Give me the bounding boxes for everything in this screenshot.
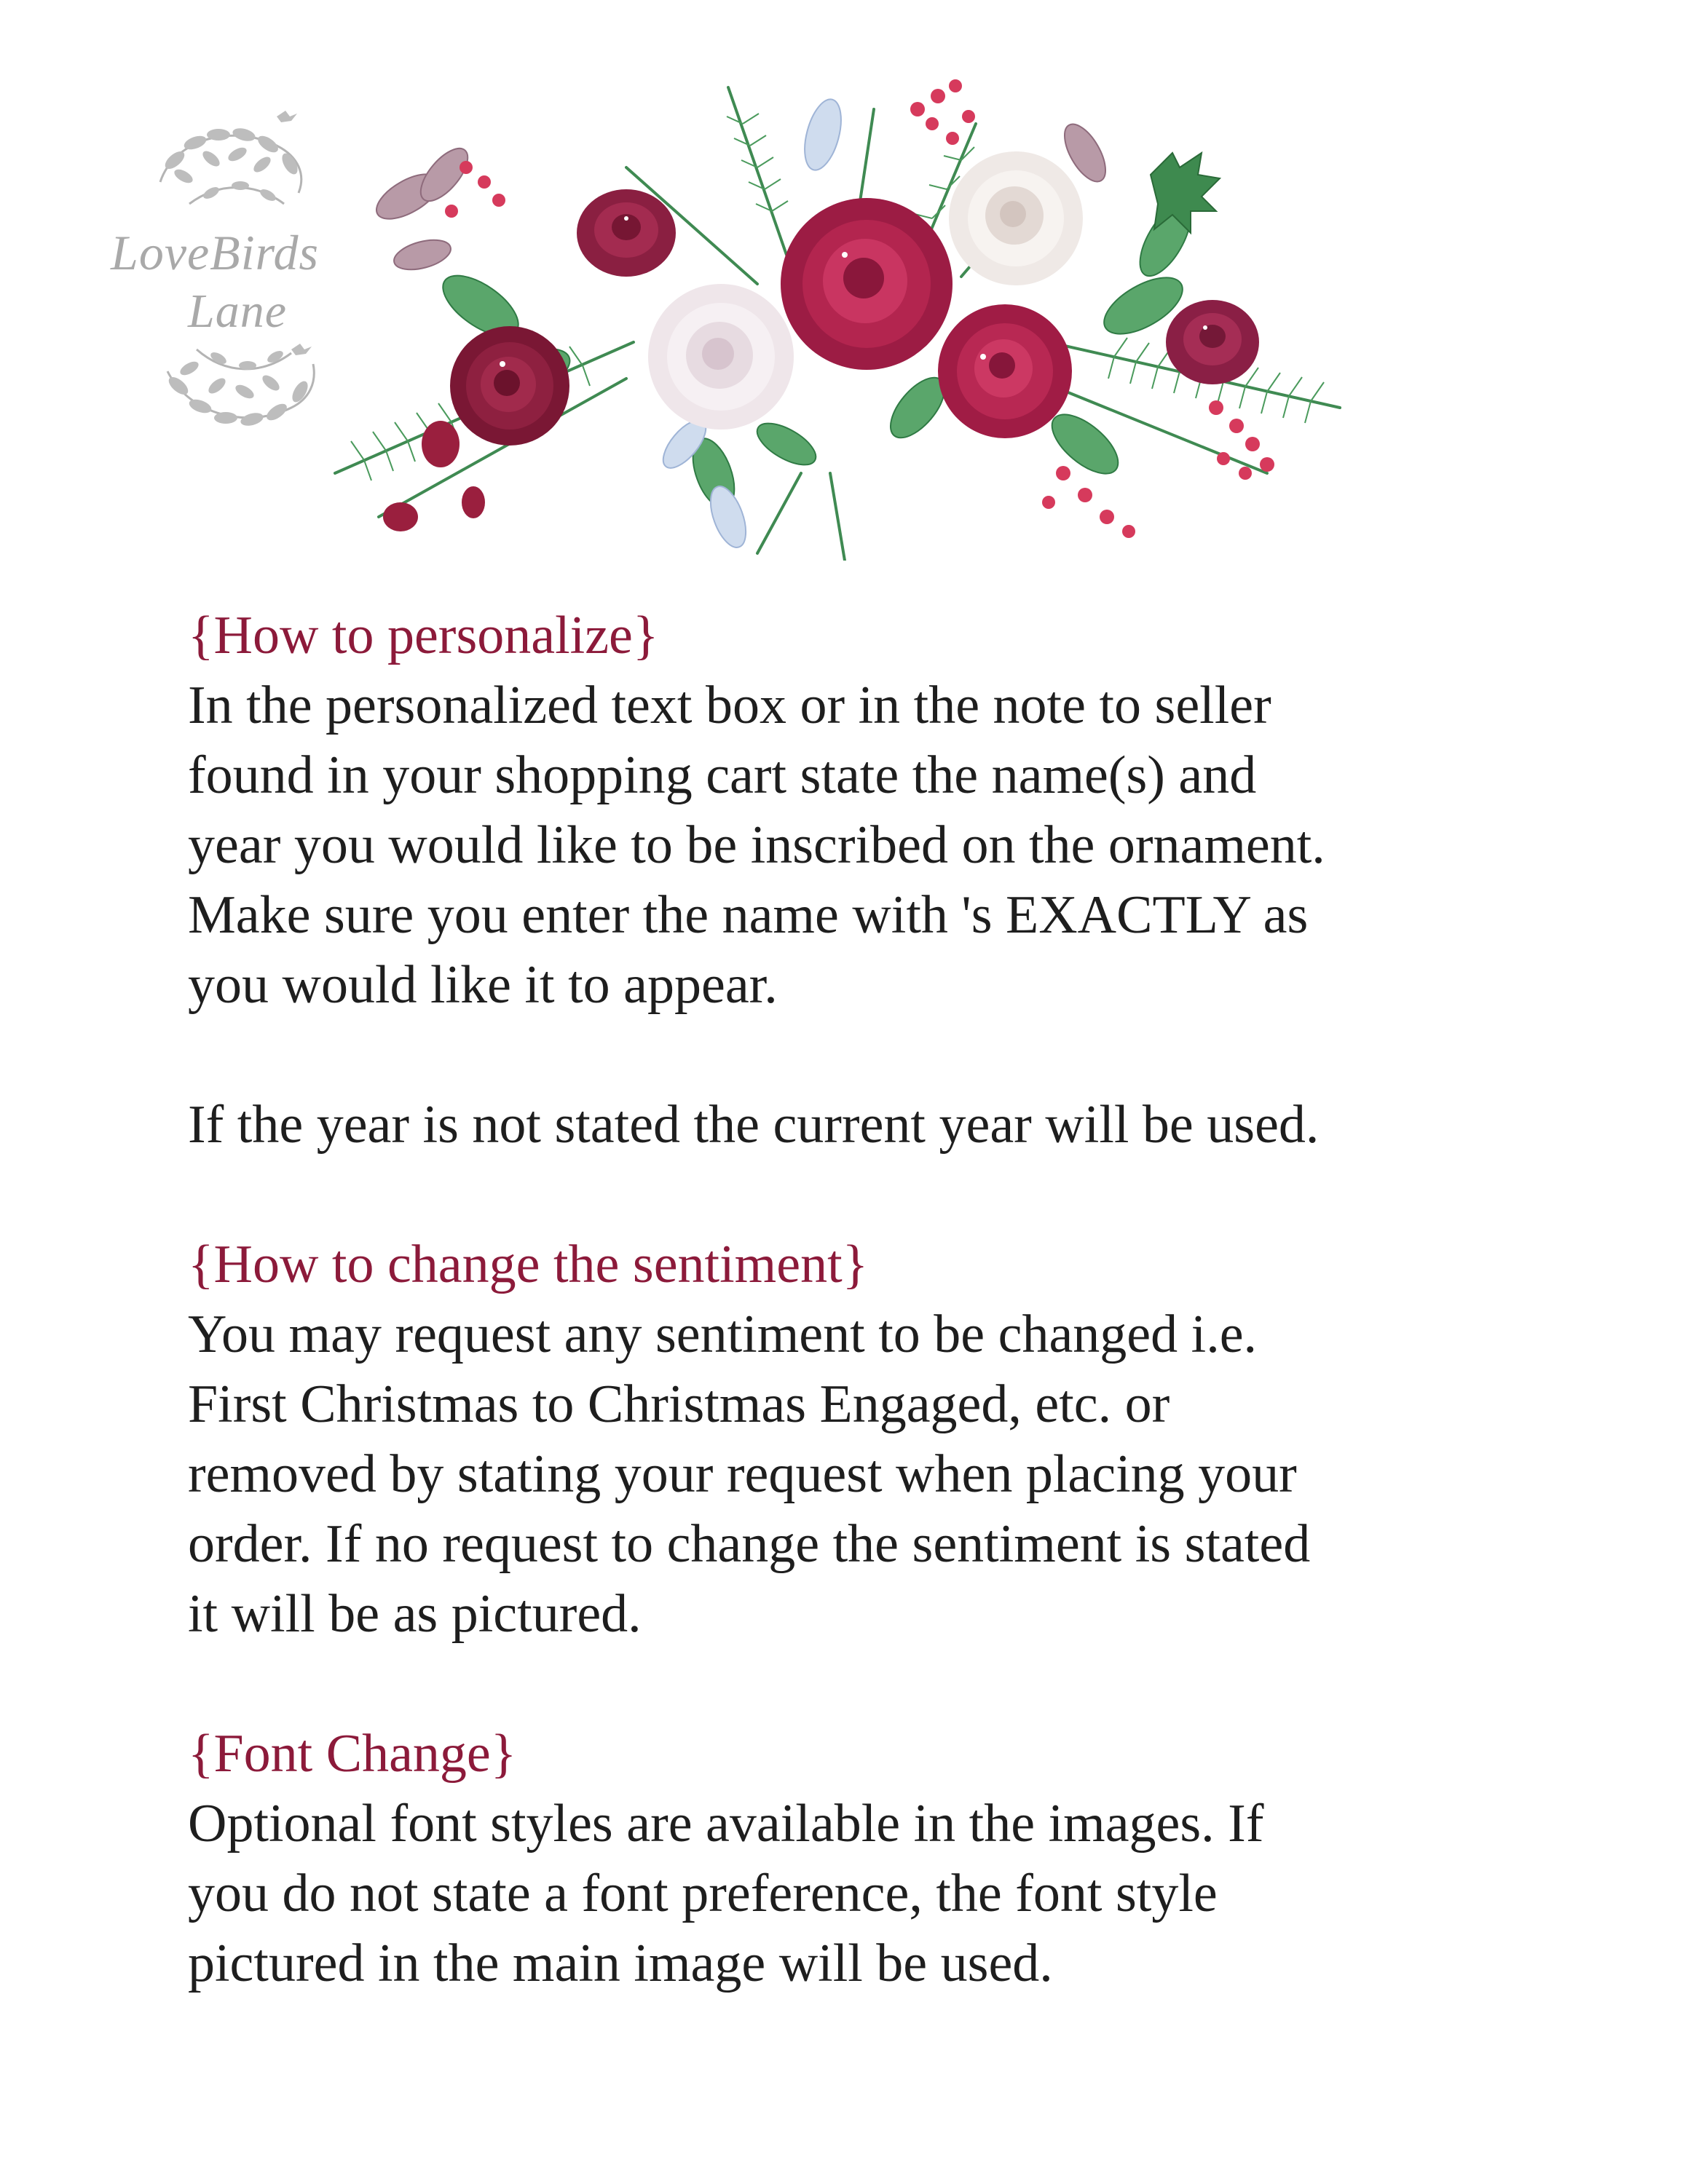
paragraph-line: it will be as pictured.	[188, 1584, 642, 1644]
paragraph-line: Optional font styles are available in the images. If	[188, 1794, 1264, 1853]
paragraph-line: order. If no request to change the sentiment is stated	[188, 1514, 1311, 1574]
section-font-change	[188, 1719, 1571, 1998]
section-personalize	[188, 601, 1571, 1160]
paragraph-line: you would like it to appear.	[188, 955, 778, 1015]
logo-text-lovebirds: LoveBirds	[111, 225, 320, 280]
instructions-body	[188, 601, 1571, 1998]
paragraph-line: you do not state a font preference, the font style	[188, 1864, 1218, 1923]
spacer	[188, 1020, 1571, 1090]
year-note: If the year is not stated the current year will be used.	[188, 1095, 1320, 1155]
paragraph-line: Make sure you enter the name with 's EXACTLY as	[188, 885, 1309, 945]
spacer	[188, 1649, 1571, 1719]
section-sentiment	[188, 1230, 1571, 1649]
paragraph-line: year you would like to be inscribed on the ornament.	[188, 815, 1325, 875]
paragraph-line: You may request any sentiment to be changed i.e.	[188, 1305, 1258, 1364]
heading-personalize: {How to personalize}	[188, 606, 659, 665]
paragraph-line: pictured in the main image will be used.	[188, 1934, 1053, 1993]
paragraph-line: found in your shopping cart state the name(s) and	[188, 745, 1257, 805]
rose-left	[450, 326, 569, 446]
lovebirds-lane-logo	[109, 95, 357, 459]
logo-text-lane: Lane	[188, 285, 287, 338]
heading-sentiment: {How to change the sentiment}	[188, 1235, 869, 1294]
paragraph-line: In the personalized text box or in the note to seller	[188, 676, 1271, 735]
heading-font-change: {Font Change}	[188, 1724, 517, 1784]
floral-arrangement-illustration	[320, 66, 1354, 561]
paragraph-line: First Christmas to Christmas Engaged, etc. or	[188, 1374, 1170, 1434]
spacer	[188, 1160, 1571, 1230]
paragraph-line: removed by stating your request when placing your	[188, 1444, 1297, 1504]
